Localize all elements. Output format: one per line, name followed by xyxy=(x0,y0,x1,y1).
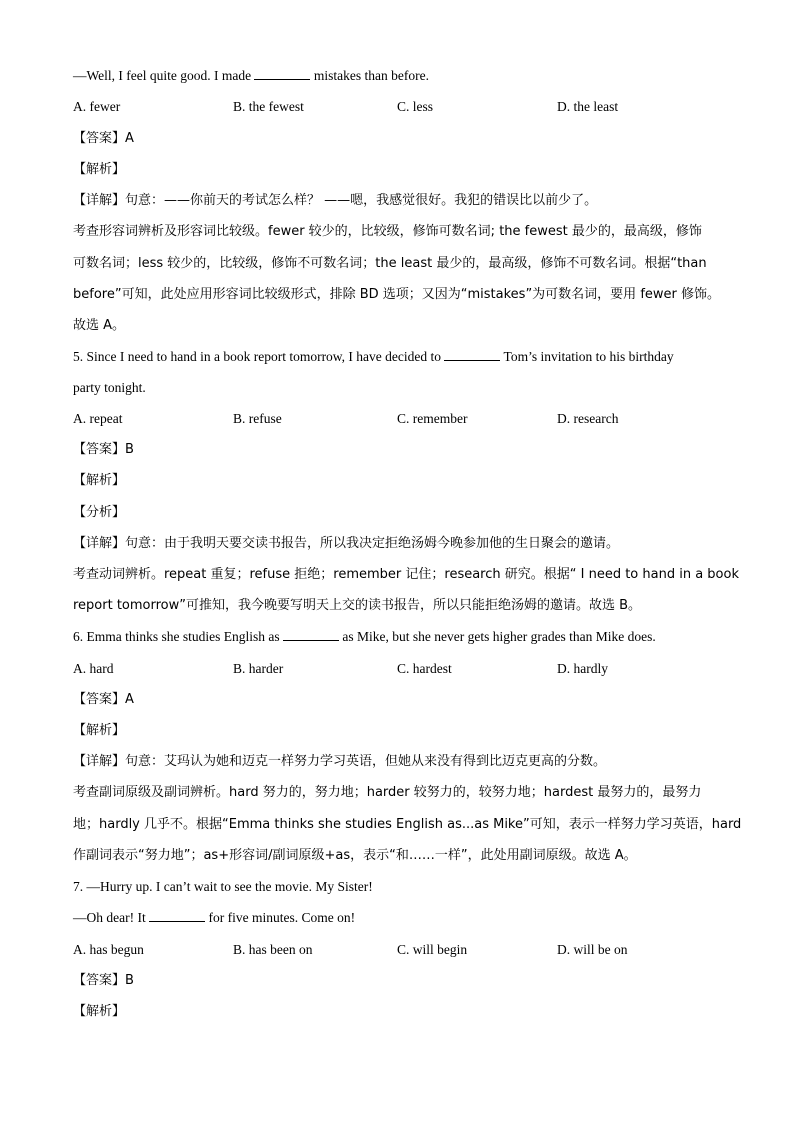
option-d: D. the least xyxy=(557,99,619,114)
detail-text: 考查动词辨析。repeat 重复；refuse 拒绝；remember 记住；research 研究。根据“ I need to hand in a book xyxy=(73,567,739,582)
fenxi-label: 【分析】 xyxy=(73,505,126,520)
question-7-stem-2 xyxy=(73,908,733,928)
detail-text: report tomorrow”可推知，我今晚要写明天上交的读书报告，所以只能拒绝汤姆的邀请。故选 B。 xyxy=(73,598,642,613)
detail-text: 【详解】句意：由于我明天要交读书报告，所以我决定拒绝汤姆今晚参加他的生日聚会的邀请。 xyxy=(73,536,620,551)
option-a: A. repeat xyxy=(73,411,123,426)
question-text: —Well, I feel quite good. I made xyxy=(73,68,252,83)
answer-label: 【答案】A xyxy=(73,692,134,707)
question-7-stem: 7. —Hurry up. I can’t wait to see the movie. My Sister! xyxy=(73,879,373,894)
analysis-label: 【解析】 xyxy=(73,1004,126,1019)
detail-text: 【详解】句意：艾玛认为她和迈克一样努力学习英语，但她从来没有得到比迈克更高的分数。 xyxy=(73,754,607,769)
analysis-label: 【解析】 xyxy=(73,473,126,488)
option-b: B. refuse xyxy=(233,411,282,426)
analysis-label: 【解析】 xyxy=(73,162,126,177)
option-b: B. harder xyxy=(233,661,284,676)
detail-text: 【详解】句意：——你前天的考试怎么样？ ——嗯，我感觉很好。我犯的错误比以前少了。 xyxy=(73,193,598,208)
answer-label: 【答案】B xyxy=(73,973,134,988)
option-c: C. less xyxy=(397,99,434,114)
answer-blank xyxy=(283,628,339,641)
answer-blank xyxy=(149,909,205,922)
detail-text: 作副词表示“努力地”；as+形容词/副词原级+as，表示“和……一样”，此处用副词原级。故选 A。 xyxy=(73,848,637,863)
option-c: C. will begin xyxy=(397,942,468,957)
question-text: party tonight. xyxy=(73,380,146,395)
question-text: mistakes than before. xyxy=(313,68,429,83)
question-text: as Mike, but she never gets higher grades than Mike does. xyxy=(342,629,656,644)
detail-text: 可数名词；less 较少的，比较级，修饰不可数名词；the least 最少的，最高级，修饰不可数名词。根据“than xyxy=(73,256,707,271)
detail-text: 地；hardly 几乎不。根据“Emma thinks she studies English as...as Mike”可知，表示一样努力学习英语，hard xyxy=(73,817,742,832)
question-6-stem xyxy=(73,627,733,647)
option-a: A. has begun xyxy=(73,942,144,957)
question-text: 5. Since I need to hand in a book report tomorrow, I have decided to xyxy=(73,349,442,364)
question-text: 6. Emma thinks she studies English as xyxy=(73,629,280,644)
question-5-stem xyxy=(73,347,733,367)
detail-text: 考查形容词辨析及形容词比较级。fewer 较少的，比较级，修饰可数名词; the fewest 最少的，最高级，修饰 xyxy=(73,224,702,239)
option-d: D. research xyxy=(557,411,619,426)
option-b: B. has been on xyxy=(233,942,313,957)
option-a: A. hard xyxy=(73,661,114,676)
answer-blank xyxy=(444,348,500,361)
option-d: D. will be on xyxy=(557,942,628,957)
option-b: B. the fewest xyxy=(233,99,304,114)
answer-blank xyxy=(254,67,310,80)
option-c: C. hardest xyxy=(397,661,452,676)
question-4-line xyxy=(73,66,733,86)
answer-label: 【答案】A xyxy=(73,131,134,146)
option-a: A. fewer xyxy=(73,99,121,114)
analysis-label: 【解析】 xyxy=(73,723,126,738)
question-text: —Oh dear! It xyxy=(73,910,146,925)
question-text: for five minutes. Come on! xyxy=(208,910,356,925)
detail-text: 考查副词原级及副词辨析。hard 努力的，努力地；harder 较努力的，较努力地；hardest 最努力的，最努力 xyxy=(73,785,702,800)
answer-label: 【答案】B xyxy=(73,442,134,457)
detail-text: before”可知，此处应用形容词比较级形式，排除 BD 选项；又因为“mistakes”为可数名词，要用 fewer 修饰。 xyxy=(73,287,720,302)
question-text: Tom’s invitation to his birthday xyxy=(503,349,674,364)
option-d: D. hardly xyxy=(557,661,608,676)
option-c: C. remember xyxy=(397,411,468,426)
detail-text: 故选 A。 xyxy=(73,318,126,333)
